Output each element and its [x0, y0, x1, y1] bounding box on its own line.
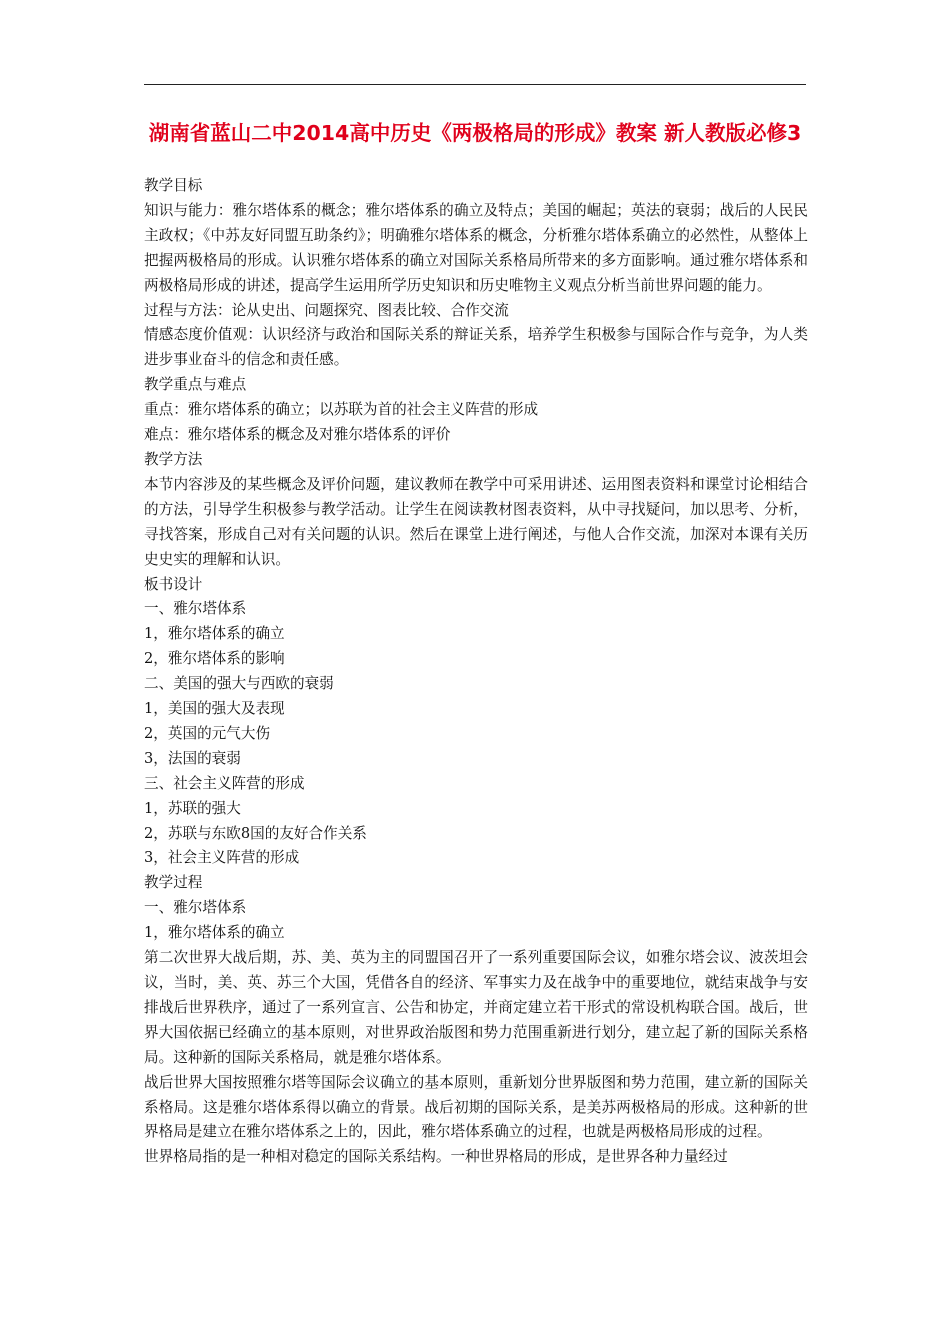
document-body — [144, 174, 808, 1170]
section-heading-methods: 教学方法 — [144, 450, 203, 468]
outline-item: 3，社会主义阵营的形成 — [144, 849, 300, 867]
outline-item: 1，苏联的强大 — [144, 799, 241, 817]
outline-item: 二、美国的强大与西欧的衰弱 — [144, 675, 334, 693]
paragraph-process-method: 过程与方法：论从史出、问题探究、图表比较、合作交流 — [144, 301, 509, 319]
subheading: 1，雅尔塔体系的确立 — [144, 924, 285, 942]
paragraph-methods: 本节内容涉及的某些概念及评价问题，建议教师在教学中可采用讲述、运用图表资料和课堂讨论相结合的方法，引导学生积极参与教学活动。让学生在阅读教材图表资料，从中寻找疑问，加以思考、分析，寻找答案，形成自己对有关问题的认识。然后在课堂上进行阐述，与他人合作交流，加深对本课有关历史史实的理解和认识。 — [144, 475, 808, 568]
outline-item: 2，雅尔塔体系的影响 — [144, 650, 285, 668]
outline-item: 3，法国的衰弱 — [144, 749, 241, 767]
outline-item: 2，英国的元气大伤 — [144, 724, 271, 742]
section-heading-blackboard: 板书设计 — [144, 575, 203, 593]
paragraph-body: 第二次世界大战后期，苏、美、英为主的同盟国召开了一系列重要国际会议，如雅尔塔会议、波茨坦会议，当时，美、英、苏三个大国，凭借各自的经济、军事实力及在战争中的重要地位，就结束战争与安排战后世界秩序，通过了一系列宣言、公告和协定，并商定建立若干形式的常设机构联合国。战后，世界大国依据已经确立的基本原则，对世界政治版图和势力范围重新进行划分，建立起了新的国际关系格局。这种新的国际关系格局，就是雅尔塔体系。 — [144, 949, 808, 1066]
paragraph-body: 世界格局指的是一种相对稳定的国际关系结构。一种世界格局的形成，是世界各种力量经过 — [144, 1148, 728, 1166]
paragraph-body: 战后世界大国按照雅尔塔等国际会议确立的基本原则，重新划分世界版图和势力范围，建立新的国际关系格局。这是雅尔塔体系得以确立的背景。战后初期的国际关系，是美苏两极格局的形成。这种新的世界格局是建立在雅尔塔体系之上的，因此，雅尔塔体系确立的过程，也就是两极格局形成的过程。 — [144, 1073, 808, 1141]
header-rule — [144, 84, 806, 85]
outline-item: 1，美国的强大及表现 — [144, 700, 285, 718]
paragraph-knowledge-ability: 知识与能力：雅尔塔体系的概念；雅尔塔体系的确立及特点；美国的崛起；英法的衰弱；战后的人民民主政权；《中苏友好同盟互助条约》；明确雅尔塔体系的概念，分析雅尔塔体系确立的必然性，从整体上把握两极格局的形成。认识雅尔塔体系的确立对国际关系格局所带来的多方面影响。通过雅尔塔体系和两极格局形成的讲述，提高学生运用所学历史知识和历史唯物主义观点分析当前世界问题的能力。 — [144, 201, 808, 294]
paragraph-difficulty: 难点：雅尔塔体系的概念及对雅尔塔体系的评价 — [144, 426, 451, 444]
paragraph-key-point: 重点：雅尔塔体系的确立；以苏联为首的社会主义阵营的形成 — [144, 401, 539, 419]
document-title: 湖南省蓝山二中2014高中历史《两极格局的形成》教案 新人教版必修3 — [148, 121, 802, 145]
outline-item: 一、雅尔塔体系 — [144, 600, 247, 618]
subheading: 一、雅尔塔体系 — [144, 899, 247, 917]
paragraph-emotion-values: 情感态度价值观：认识经济与政治和国际关系的辩证关系，培养学生积极参与国际合作与竞争，为人类进步事业奋斗的信念和责任感。 — [144, 326, 808, 369]
section-heading-process: 教学过程 — [144, 874, 203, 892]
outline-item: 2，苏联与东欧8国的友好合作关系 — [144, 824, 367, 842]
outline-item: 1，雅尔塔体系的确立 — [144, 625, 285, 643]
section-heading-key-points: 教学重点与难点 — [144, 376, 247, 394]
outline-item: 三、社会主义阵营的形成 — [144, 774, 305, 792]
section-heading-objectives: 教学目标 — [144, 177, 203, 194]
